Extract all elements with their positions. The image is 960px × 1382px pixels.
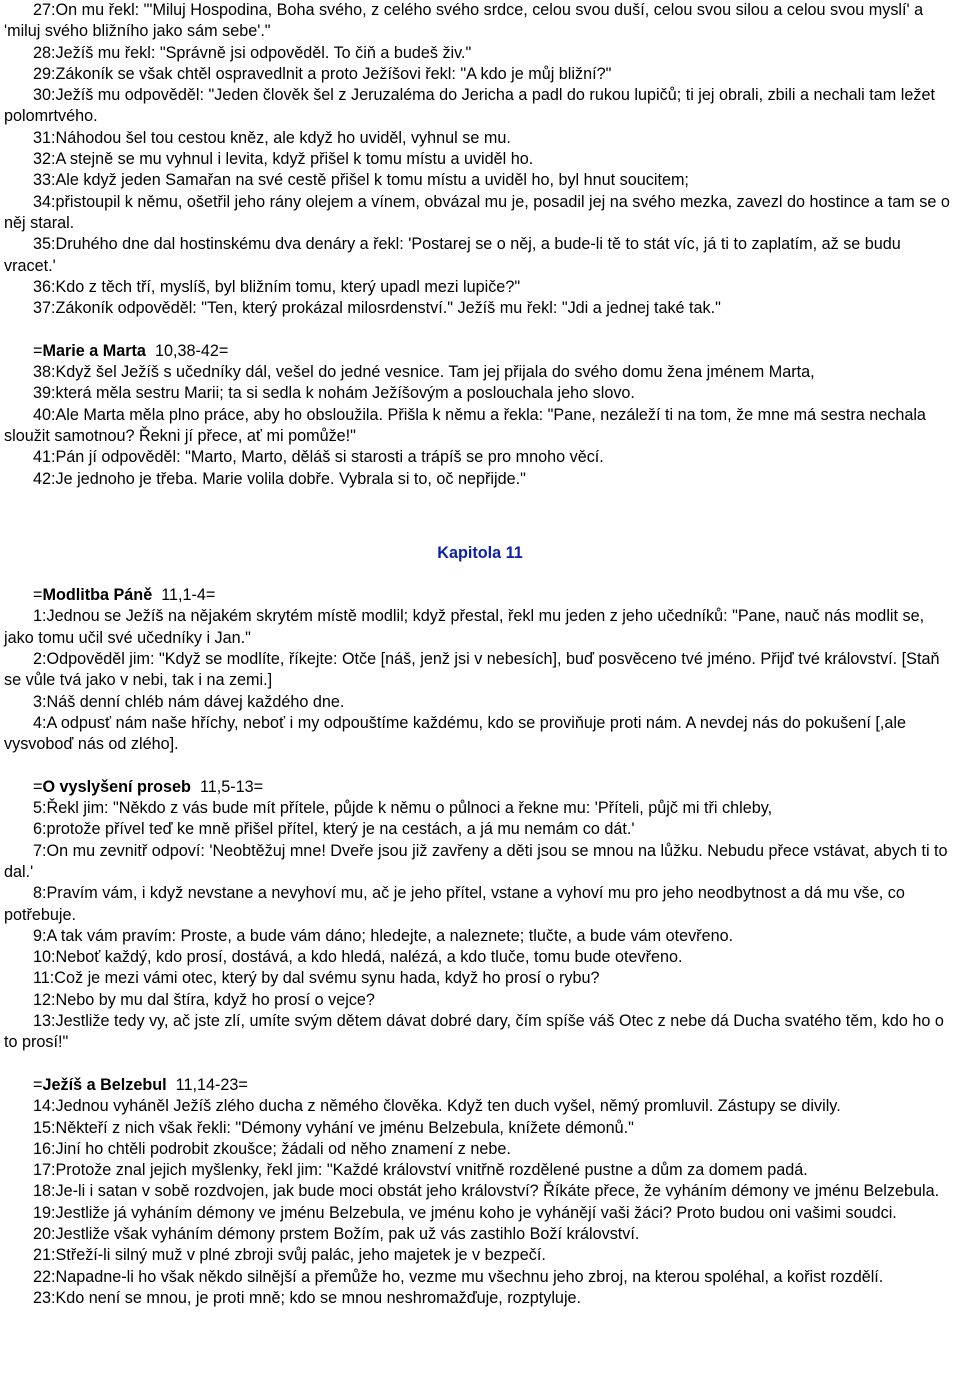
verse: 42:Je jednoho je třeba. Marie volila dobře. Vybrala si to, oč nepřijde.": [33, 469, 526, 488]
verse: 27:On mu řekl: "'Miluj Hospodina, Boha svého, z celého svého srdce, celou svou duší, celou svou silou a celou svou myslí' a 'miluj svého bližního jako sám sebe'.": [4, 1, 924, 41]
verse: 36:Kdo z těch tří, myslíš, byl bližním tomu, který upadl mezi lupiče?": [33, 277, 521, 296]
verse: 14:Jednou vyháněl Ježíš zlého ducha z němého člověka. Když ten duch vyšel, němý promluvil. Zástupy se divily.: [33, 1097, 841, 1116]
verse: 11:Což je mezi vámi otec, který by dal svému synu hada, když ho prosí o rybu?: [33, 969, 600, 988]
verse: 40:Ale Marta měla plno práce, aby ho obsloužila. Přišla k němu a řekla: "Pane, nezáleží ti na tom, že mne má sestra nechala sloužit samotnou? Řekni jí přece, ať mi pomůže!": [4, 405, 926, 445]
verse: 34:přistoupil k němu, ošetřil jeho rány olejem a vínem, obvázal mu je, posadil jej na svého mezka, zavezl do hostince a tam se o něj staral.: [4, 192, 950, 232]
heading-ref: 11,5-13=: [199, 777, 264, 796]
verse: 30:Ježíš mu odpověděl: "Jeden člověk šel z Jeruzaléma do Jericha a padl do rukou lupičů; ti jej obrali, zbili a nechali tam ležet polomrtvého.: [4, 86, 935, 126]
verse: 22:Napadne-li ho však někdo silnější a přemůže ho, vezme mu všechnu jeho zbroj, na kterou spoléhal, a kořist rozdělí.: [33, 1267, 884, 1286]
chapter-title: Kapitola 11: [437, 543, 523, 562]
verse: 39:která měla sestru Marii; ta si sedla k nohám Ježíšovým a poslouchala jeho slovo.: [33, 384, 635, 403]
section-heading: [4, 341, 956, 362]
spacer: [4, 564, 956, 585]
heading-title: Modlitba Páně: [42, 586, 153, 605]
heading-title: Ježíš a Belzebul: [42, 1075, 167, 1094]
heading-prefix: =: [33, 341, 43, 360]
verse: 9:A tak vám pravím: Proste, a bude vám dáno; hledejte, a naleznete; tlučte, a bude vám otevřeno.: [33, 926, 734, 945]
section-marie-a-marta: [4, 341, 956, 490]
verse-block-1: [4, 0, 956, 319]
verse: 33:Ale když jeden Samařan na své cestě přišel k tomu místu a uviděl ho, byl hnut soucitem;: [33, 171, 689, 190]
heading-title: O vyslyšení proseb: [42, 777, 191, 796]
heading-title: Marie a Marta: [42, 341, 146, 360]
verse: 18:Je-li i satan v sobě rozdvojen, jak bude moci obstát jeho království? Říkáte přece, že vyháním démony ve jménu Belzebula.: [33, 1182, 940, 1201]
verse: 1:Jednou se Ježíš na nějakém skrytém místě modlil; když přestal, řekl mu jeden z jeho učedníků: "Pane, nauč nás modlit se, jako tomu učil své učedníky i Jan.": [4, 607, 925, 647]
verse: 37:Zákoník odpověděl: "Ten, který prokázal milosrdenství." Ježíš mu řekl: "Jdi a jednej také tak.": [33, 299, 721, 318]
verse: 32:A stejně se mu vyhnul i levita, když přišel k tomu místu a uviděl ho.: [33, 150, 534, 169]
section-o-vyslyseni-proseb: [4, 777, 956, 1054]
spacer: [4, 319, 956, 340]
section-heading: [4, 777, 956, 798]
spacer: [4, 490, 956, 543]
verse: 41:Pán jí odpověděl: "Marto, Marto, děláš si starosti a trápíš se pro mnoho věcí.: [33, 448, 604, 467]
verse: 5:Řekl jim: "Někdo z vás bude mít přítele, půjde k němu o půlnoci a řekne mu: 'Příteli, půjč mi tři chleby,: [33, 799, 773, 818]
verse: 15:Někteří z nich však řekli: "Démony vyhání ve jménu Belzebula, knížete démonů.": [33, 1118, 634, 1137]
verse: 17:Protože znal jejich myšlenky, řekl jim: "Každé království vnitřně rozdělené pustne a dům za domem padá.: [33, 1161, 808, 1180]
verse: 10:Neboť každý, kdo prosí, dostává, a kdo hledá, nalézá, a kdo tluče, tomu bude otevřeno.: [33, 948, 683, 967]
verse: 35:Druhého dne dal hostinskému dva denáry a řekl: 'Postarej se o něj, a bude-li tě to stát víc, já ti to zaplatím, až se budu vracet.': [4, 235, 901, 275]
verse: 2:Odpověděl jim: "Když se modlíte, říkejte: Otče [náš, jenž jsi v nebesích], buď posvěceno tvé jméno. Přijď tvé království. [Staň se vůle tvá jako v nebi, tak i na zemi.]: [4, 650, 940, 690]
heading-prefix: =: [33, 586, 43, 605]
verse: 29:Zákoník se však chtěl ospravedlnit a proto Ježíšovi řekl: "A kdo je můj bližní?": [33, 64, 612, 83]
verse: 23:Kdo není se mnou, je proti mně; kdo se mnou neshromažďuje, rozptyluje.: [33, 1288, 582, 1307]
heading-ref: 11,14-23=: [175, 1075, 248, 1094]
verse: 20:Jestliže však vyháním démony prstem Božím, pak už vás zastihlo Boží království.: [33, 1225, 640, 1244]
verse: 6:protože přível teď ke mně přišel přítel, který je na cestách, a já mu nemám co dát.': [33, 820, 635, 839]
section-jezis-a-belzebul: [4, 1075, 956, 1309]
verse: 16:Jiní ho chtěli podrobit zkoušce; žádali od něho znamení z nebe.: [33, 1139, 511, 1158]
heading-ref: 10,38-42=: [154, 341, 229, 360]
section-heading: [4, 585, 956, 606]
verse: 21:Střeží-li silný muž v plné zbroji svůj palác, jeho majetek je v bezpečí.: [33, 1246, 546, 1265]
section-modlitba-pane: [4, 585, 956, 755]
verse: 4:A odpusť nám naše hříchy, neboť i my odpouštíme každému, kdo se proviňuje proti nám. A nevdej nás do pokušení [,ale vysvoboď nás od zlého].: [4, 713, 906, 754]
verse: 3:Náš denní chléb nám dávej každého dne.: [33, 692, 345, 711]
verse: 8:Pravím vám, i když nevstane a nevyhoví mu, ač je jeho přítel, vstane a vyhoví mu pro jeho neodbytnost a dá mu vše, co potřebuje.: [4, 884, 905, 924]
verse: 19:Jestliže já vyháním démony ve jménu Belzebula, ve jménu koho je vyhánějí vaši žáci? Proto budou oni vašimi soudci.: [33, 1203, 897, 1222]
heading-prefix: =: [33, 1075, 43, 1094]
verse: 38:Když šel Ježíš s učedníky dál, vešel do jedné vesnice. Tam jej přijala do svého domu žena jménem Marta,: [33, 363, 815, 382]
heading-prefix: =: [33, 777, 43, 796]
spacer: [4, 756, 956, 777]
verse: 12:Nebo by mu dal štíra, když ho prosí o vejce?: [33, 990, 375, 1009]
section-heading: [4, 1075, 956, 1096]
verse: 28:Ježíš mu řekl: "Správně jsi odpověděl. To čiň a budeš živ.": [33, 43, 472, 62]
verse: 31:Náhodou šel tou cestou kněz, ale když ho uviděl, vyhnul se mu.: [33, 128, 511, 147]
verse: 7:On mu zevnitř odpoví: 'Neobtěžuj mne! Dveře jsou již zavřeny a děti jsou se mnou na lůžku. Nebudu přece vstávat, abych ti to dal.': [4, 841, 948, 881]
heading-ref: 11,1-4=: [161, 586, 216, 605]
spacer: [4, 1054, 956, 1075]
verse: 13:Jestliže tedy vy, ač jste zlí, umíte svým dětem dávat dobré dary, čím spíše váš Otec z nebe dá Ducha svatého těm, kdo ho o to prosí!": [4, 1012, 944, 1052]
